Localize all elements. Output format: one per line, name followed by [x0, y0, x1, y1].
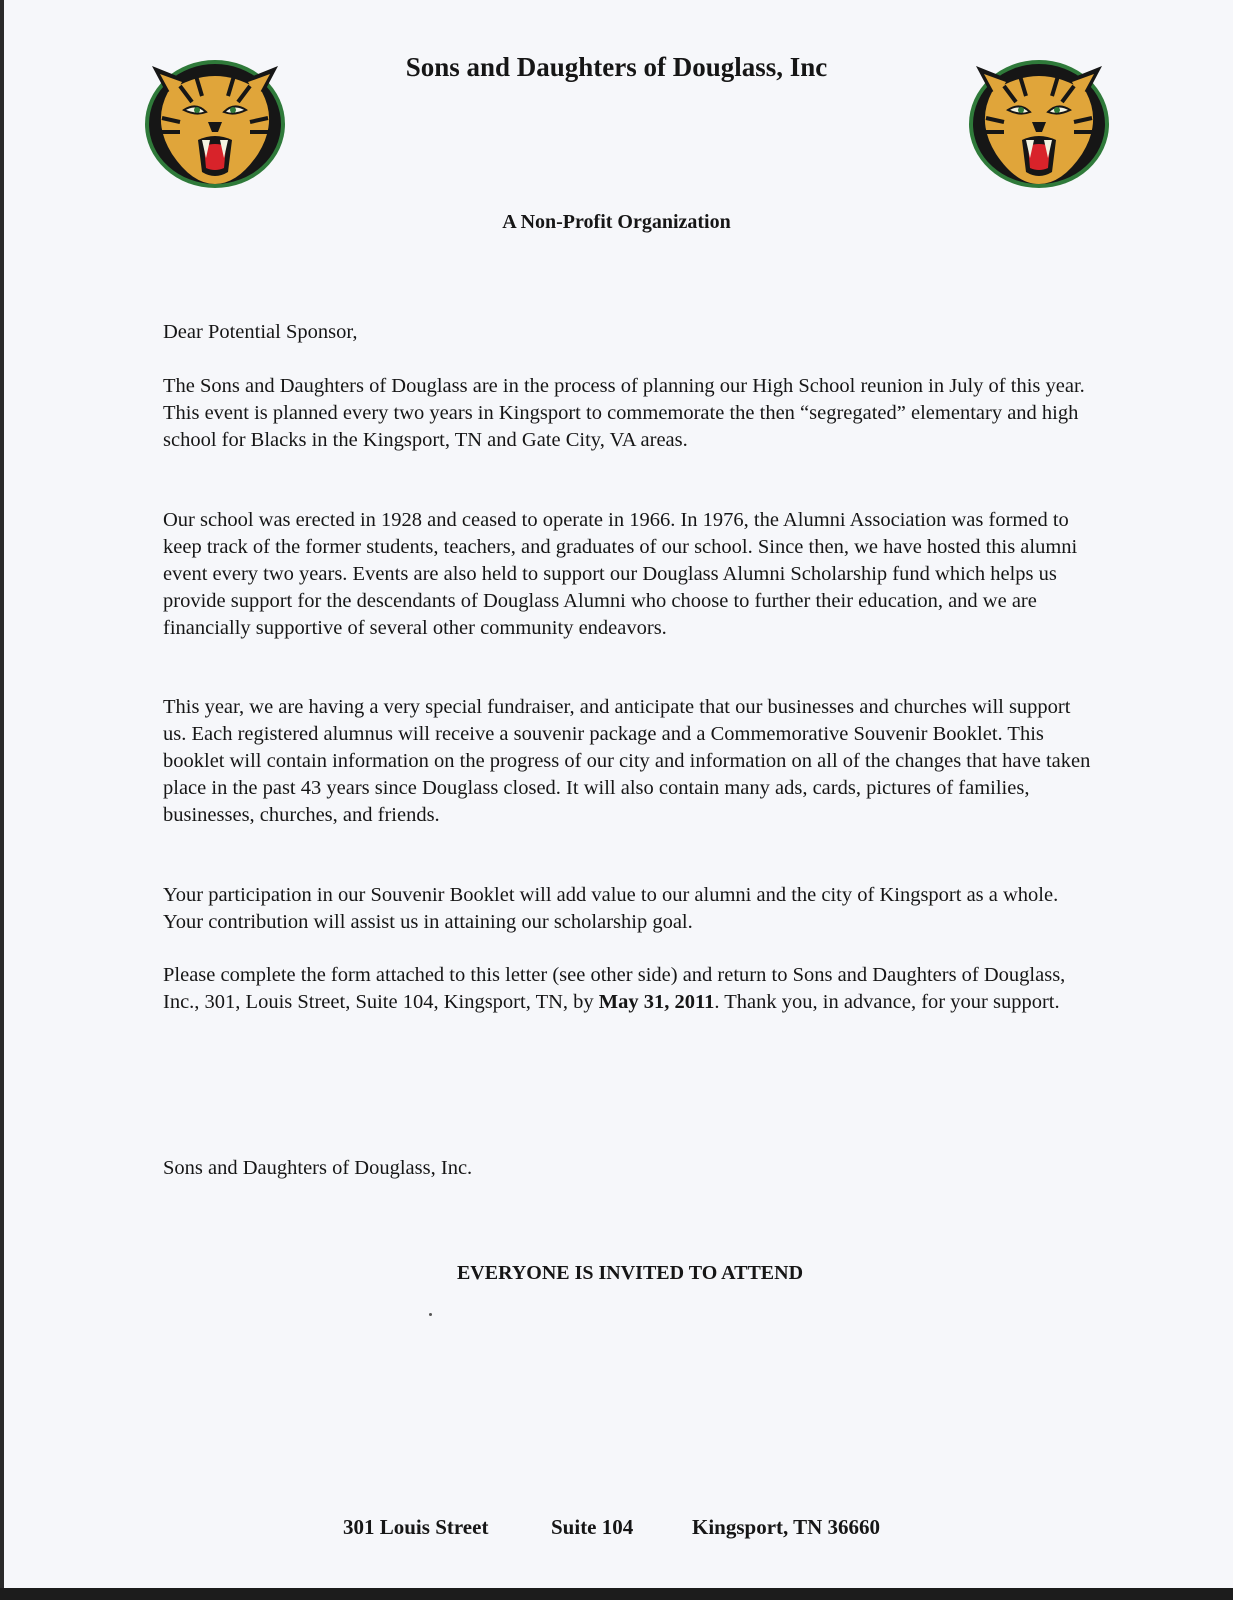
footer-suite: Suite 104 [551, 1515, 634, 1539]
instructions-text: Please complete the form attached to this letter (see other side) and return to Sons and Daughters of Douglass, Inc., 301, Louis Street, Suite 104, Kingsport, TN, by [163, 964, 1066, 1013]
paragraph-history: Our school was erected in 1928 and ceased to operate in 1966. In 1976, the Alumni Association was formed to keep track of the former students, teachers, and graduates of our school. Since then, we have hosted this alumni event every two years. Events are also held to support our Douglass Alumni Scholarship fund which helps us provide support for the descendants of Douglass Alumni who choose to further their education, and we are financially supportive of several other community endeavors. [163, 509, 1078, 639]
invitation-banner: EVERYONE IS INVITED TO ATTEND [456, 1262, 804, 1284]
footer-street: 301 Louis Street [343, 1515, 489, 1539]
organization-title: Sons and Daughters of Douglass, Inc [405, 52, 828, 82]
organization-subtitle: A Non-Profit Organization [502, 211, 731, 233]
instructions-closing: . Thank you, in advance, for your support. [714, 991, 1060, 1013]
paragraph-fundraiser: This year, we are having a very special fundraiser, and anticipate that our businesses and churches will support us. Each registered alumnus will receive a souvenir package and a Commemorative Souvenir Booklet. This booklet will contain information on the progress of our city and information on all of the changes that have taken place in the past 43 years since Douglass closed. It will also contain many ads, cards, pictures of families, businesses, churches, and friends. [163, 696, 1091, 826]
scan-edge [0, 0, 4, 1588]
paragraph-participation: Your participation in our Souvenir Booklet will add value to our alumni and the city of Kingsport as a whole. Your contribution will assist us in attaining our scholarship goal. [163, 884, 1059, 933]
footer-city: Kingsport, TN 36660 [692, 1515, 881, 1539]
salutation: Dear Potential Sponsor, [163, 321, 358, 343]
paragraph-reunion: The Sons and Daughters of Douglass are in the process of planning our High School reunion in July of this year. This event is planned every two years in Kingsport to commemorate the then “segregated” elementary and high school for Blacks in the Kingsport, TN and Gate City, VA areas. [163, 375, 1085, 451]
paragraph-instructions [163, 962, 1093, 1016]
scan-speck [429, 1313, 432, 1316]
deadline-date: May 31, 2011 [598, 991, 715, 1013]
signature: Sons and Daughters of Douglass, Inc. [163, 1157, 473, 1179]
